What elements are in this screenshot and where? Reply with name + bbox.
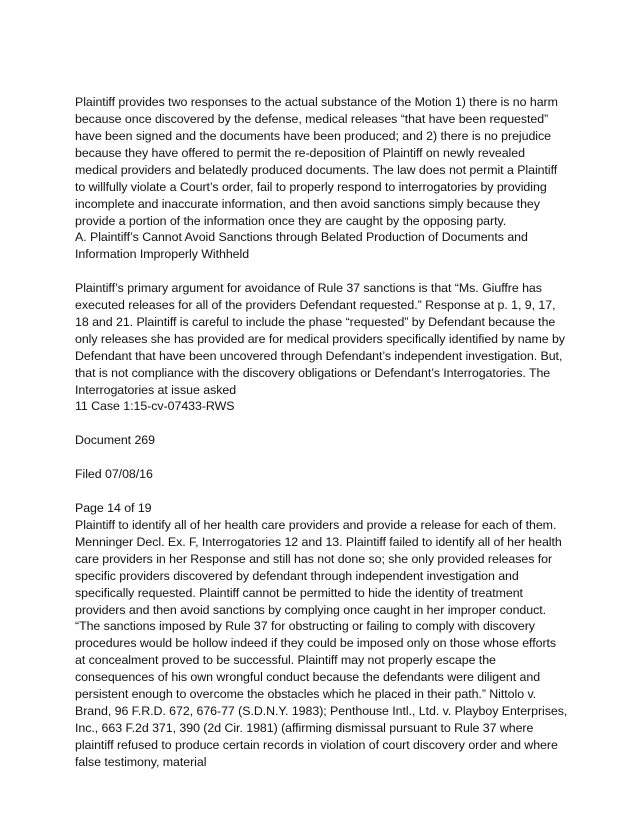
filed-date-line: Filed 07/08/16 xyxy=(75,467,153,481)
paragraph-harm-prejudice: Plaintiff provides two responses to the actual substance of the Motion 1) there is no harm because once discovered by the defense, medical releases “that have been requested” have been signed and the documents have been produced; and 2) there is no prejudice because they have offered to permit the re-deposition of Plaintiff on newly revealed medical providers and belatedly produced documents. The law does not permit a Plaintiff to willfully violate a Court’s order, fail to properly respond to interrogatories by providing incomplete and inaccurate information, and then avoid sanctions simply because they provide a portion of the information once they are caught by the opposing party. xyxy=(75,95,558,228)
page-number-line: Page 14 of 19 xyxy=(75,501,152,515)
paragraph-rule-37-argument: Plaintiff’s primary argument for avoidance of Rule 37 sanctions is that “Ms. Giuffre has executed releases for all of the providers Defendant requested.” Response at p. 1, 9, 17, 18 and 21. Plaintiff is careful to include the phase “requested” by Defendant because the only releases she has provided are for medical providers specifically identified by name by Defendant that have been uncovered through Defendant’s independent investigation. But, that is not compliance with the discovery obligations or Defendant’s Interrogatories. The Interrogatories at issue asked xyxy=(75,281,565,397)
paragraph-health-care-providers: Plaintiff to identify all of her health care providers and provide a release for each of them. Menninger Decl. Ex. F, Interrogatories 12 and 13. Plaintiff failed to identify all of her health care providers in her Response and still has not done so; she only provided releases for specific providers discovered by defendant through independent investigation and specifically requested. Plaintiff cannot be permitted to hide the identity of treatment providers and then avoid sanctions by complying once caught in her improper conduct. xyxy=(75,518,562,617)
case-number-line: 11 Case 1:15-cv-07433-RWS xyxy=(75,399,235,413)
section-heading-a: A. Plaintiff’s Cannot Avoid Sanctions through Belated Production of Documents and Information Improperly Withheld xyxy=(75,230,528,261)
document-number-line: Document 269 xyxy=(75,433,155,447)
paragraph-sanctions-quote: “The sanctions imposed by Rule 37 for obstructing or failing to comply with discovery procedures would be hollow indeed if they could be imposed only on those whose efforts at concealment proved to be successful. Plaintiff may not properly escape the consequences of his own wrongful conduct because the defendants were diligent and persistent enough to overcome the obstacles which he placed in their path.” Nittolo v. Brand, 96 F.R.D. 672, 676-77 (S.D.N.Y. 1983); Penthouse Intl., Ltd. v. Playboy Enterprises, Inc., 663 F.2d 371, 390 (2d Cir. 1981) (affirming dismissal pursuant to Rule 37 where plaintiff refused to produce certain records in violation of court discovery order and where false testimony, material xyxy=(75,619,568,769)
